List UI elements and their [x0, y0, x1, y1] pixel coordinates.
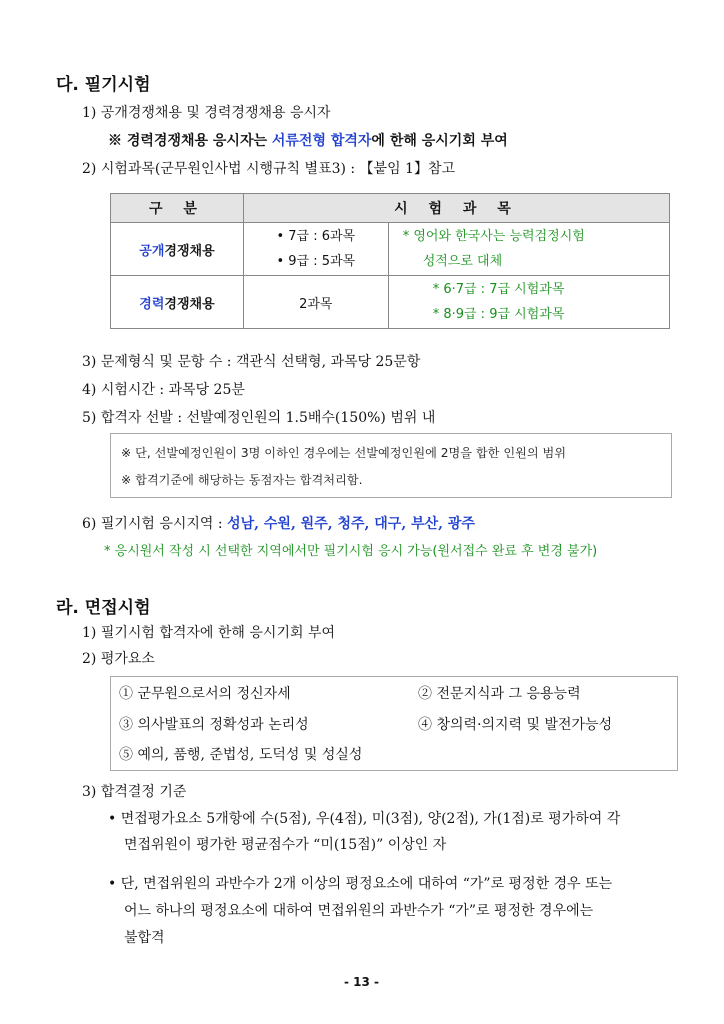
criteria-bullet-2-line-1: • 단, 면접위원의 과반수가 2개 이상의 평정요소에 대하여 “가”로 평정한 경우 또는 — [108, 876, 613, 892]
interview-item-3: 3) 합격결정 기준 — [82, 784, 187, 800]
table-row — [111, 276, 670, 329]
note-line: * 8·9급 : 9급 시험과목 — [432, 307, 565, 322]
label-colored: 공개 — [139, 243, 165, 259]
table-header-subjects: 시 험 과 목 — [243, 194, 669, 223]
row-label-open — [111, 223, 244, 276]
note-prefix: ※ 경력경쟁채용 응시자는 — [108, 133, 272, 149]
written-item-5: 5) 합격자 선발 : 선발예정인원의 1.5배수(150%) 범위 내 — [82, 410, 436, 426]
written-item-2: 2) 시험과목(군무원인사법 시행규칙 별표3) : 【붙임 1】참고 — [82, 161, 456, 177]
criteria-bullet-2-line-2: 어느 하나의 평정요소에 대하여 면접위원의 과반수가 “가”로 평정한 경우에는 — [124, 903, 594, 919]
eval-factor: ⑤ 예의, 품행, 준법성, 도덕성 및 성실성 — [119, 747, 363, 763]
label-rest: 경쟁채용 — [164, 243, 215, 259]
row-subjects-open — [243, 223, 388, 276]
row-note-open — [388, 223, 669, 276]
row-label-career — [111, 276, 244, 329]
regions-label: 6) 필기시험 응시지역 : — [82, 516, 228, 532]
section-title-written-exam: 다. 필기시험 — [56, 75, 151, 95]
page-number: - 13 - — [344, 975, 380, 989]
interview-item-1: 1) 필기시험 합격자에 한해 응시기회 부여 — [82, 625, 336, 641]
written-item-1-note — [108, 130, 508, 150]
written-item-4: 4) 시험시간 : 과목당 25분 — [82, 382, 245, 398]
note-line: ※ 합격기준에 해당하는 동점자는 합격처리함. — [121, 473, 363, 487]
selection-note-box — [110, 433, 672, 498]
row-subjects-career: 2과목 — [243, 276, 388, 329]
written-item-3: 3) 문제형식 및 문항 수 : 객관식 선택형, 과목당 25문항 — [82, 354, 421, 370]
table-row — [111, 223, 670, 276]
note-suffix: 에 한해 응시기회 부여 — [371, 133, 508, 149]
eval-factor: ③ 의사발표의 정확성과 논리성 — [119, 717, 309, 733]
criteria-bullet-2-line-3: 불합격 — [124, 930, 165, 946]
note-highlight: 서류전형 합격자 — [271, 133, 372, 149]
section-title-interview: 라. 면접시험 — [56, 598, 151, 618]
written-item-6 — [82, 513, 475, 533]
criteria-bullet-1-line-2: 면접위원이 평가한 평균점수가 “미(15점)” 이상인 자 — [124, 837, 447, 853]
note-line: 성적으로 대체 — [422, 254, 503, 269]
row-note-career — [388, 276, 669, 329]
eval-factor: ① 군무원으로서의 정신자세 — [119, 686, 291, 702]
table-header-category: 구 분 — [111, 194, 244, 223]
regions-list: 성남, 수원, 원주, 청주, 대구, 부산, 광주 — [227, 516, 475, 532]
note-line: * 영어와 한국사는 능력검정시험 — [402, 229, 585, 244]
eval-factor: ④ 창의력·의지력 및 발전가능성 — [418, 717, 613, 733]
subject-line: • 9급 : 5과목 — [276, 254, 356, 269]
interview-item-2: 2) 평가요소 — [82, 651, 155, 667]
note-line: ※ 단, 선발예정인원이 3명 이하인 경우에는 선발예정인원에 2명을 합한 인원의 범위 — [121, 446, 567, 460]
subject-line: • 7급 : 6과목 — [276, 229, 356, 244]
subject-table — [110, 193, 670, 329]
label-colored: 경력 — [139, 296, 165, 312]
note-line: * 6·7급 : 7급 시험과목 — [432, 282, 565, 297]
evaluation-factors-box — [110, 676, 678, 771]
criteria-bullet-1-line-1: • 면접평가요소 5개항에 수(5점), 우(4점), 미(3점), 양(2점), 가(1점)로 평가하여 각 — [108, 811, 621, 827]
regions-note: * 응시원서 작성 시 선택한 지역에서만 필기시험 응시 가능(원서접수 완료 후 변경 불가) — [104, 544, 598, 559]
label-rest: 경쟁채용 — [164, 296, 215, 312]
eval-factor: ② 전문지식과 그 응용능력 — [418, 686, 581, 702]
written-item-1: 1) 공개경쟁채용 및 경력경쟁채용 응시자 — [82, 105, 331, 121]
